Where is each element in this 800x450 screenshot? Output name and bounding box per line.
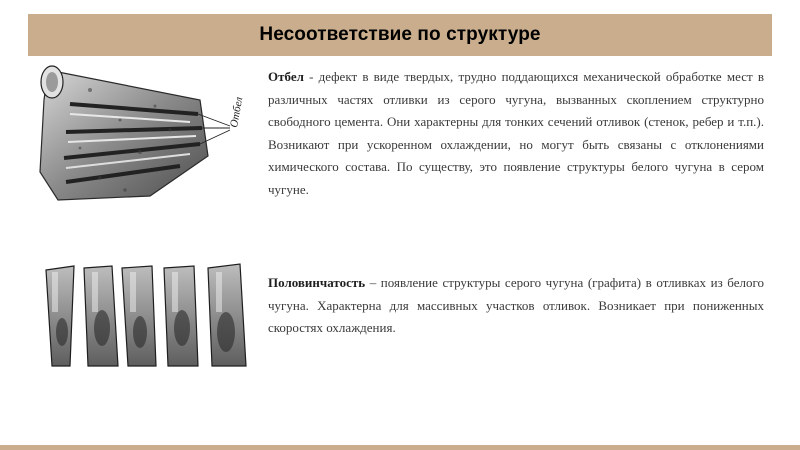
mottled-term: Половинчатость (268, 275, 366, 290)
mottled-samples-photo (40, 262, 252, 372)
page-title: Несоответствие по структуре (259, 24, 541, 45)
mottled-description: – появление структуры серого чугуна (графита) в отливках из белого чугуна. Характерна для массивных участков отливок. Возникает при пониженных скоростях охлаждения. (268, 275, 764, 335)
bottom-accent-bar (0, 445, 800, 450)
mottled-defect-paragraph (268, 272, 764, 340)
header-bar (28, 14, 772, 56)
chill-term: Отбел (268, 69, 304, 84)
chill-description: - дефект в виде твердых, трудно поддающихся механической обработке мест в различных частях отливки из серого чугуна, вызванных скоплением структурно свободного цемента. Они характерны для тонких сечений отливок (стенок, ребер и т.п.). Возникают при ускоренном охлаждении, но могут быть связаны с отклонениями химического состава. По существу, это появление структуры белого чугуна в сером чугуне. (268, 69, 764, 197)
figure-label: Отбел (228, 96, 246, 129)
chill-defect-paragraph (268, 66, 764, 201)
chill-defect-photo (30, 60, 254, 210)
